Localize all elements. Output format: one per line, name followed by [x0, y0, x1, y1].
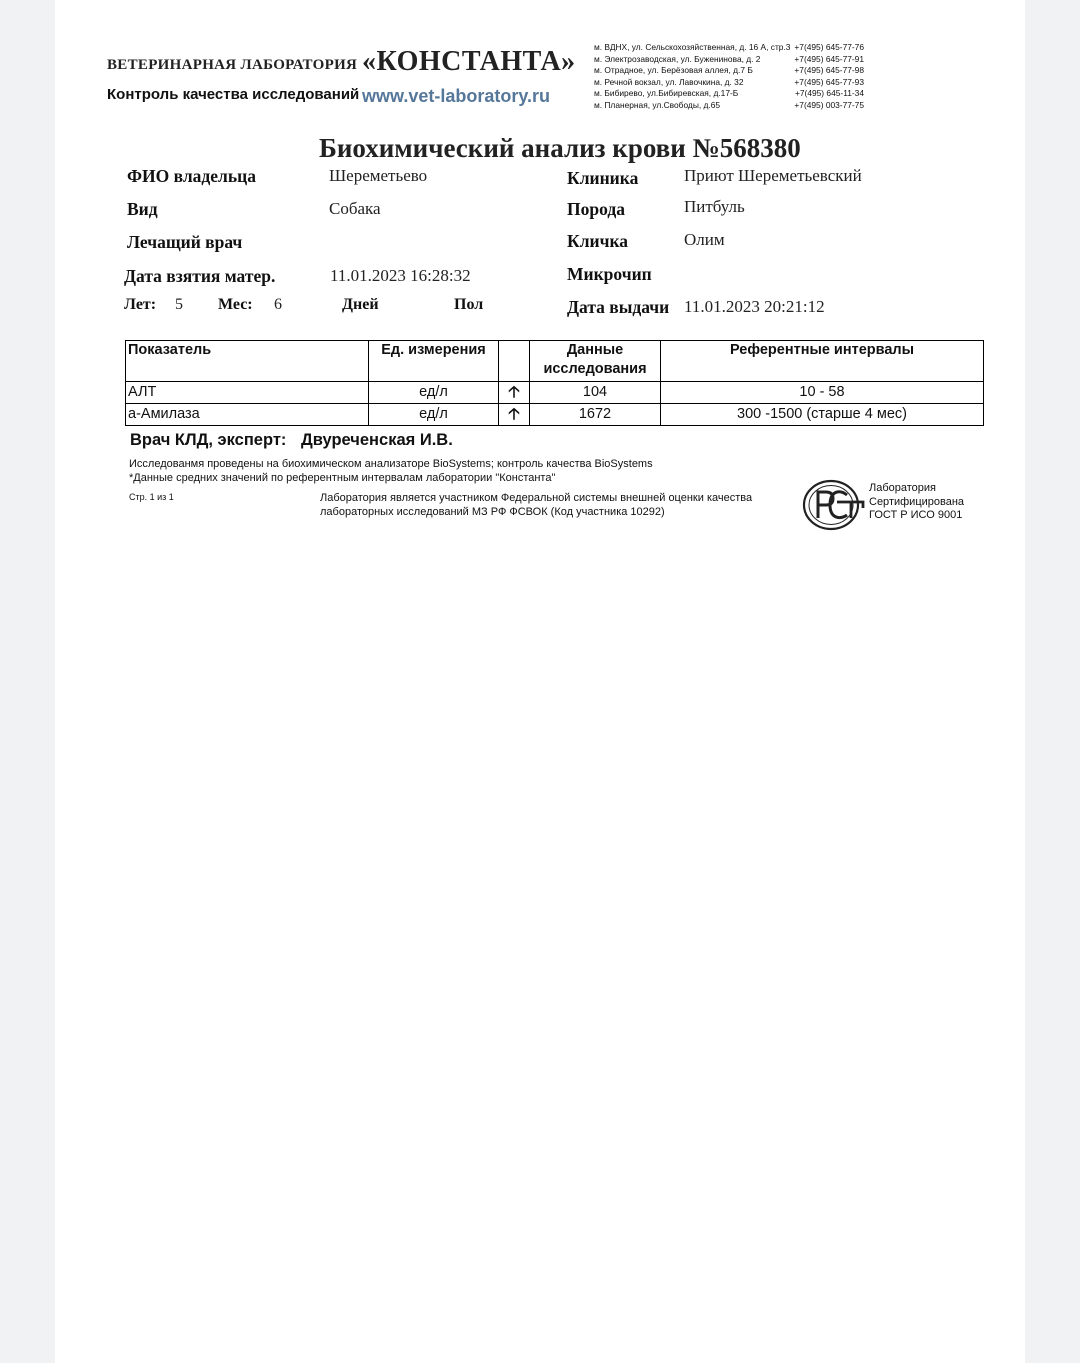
analyzer-note: Исследованмя проведены на биохимическом анализаторе BioSystems; контроль качества BioSystems [129, 458, 653, 470]
expert-label: Врач КЛД, эксперт: [130, 431, 287, 449]
branch-row [594, 65, 864, 77]
report-page [55, 0, 1025, 1363]
species-label: Вид [127, 199, 158, 219]
arrow-up-icon: 🡡 [499, 382, 530, 404]
column-header-flag [499, 341, 530, 382]
unit: ед/л [369, 404, 499, 426]
species-value: Собака [329, 199, 381, 218]
page-number: Стр. 1 из 1 [129, 492, 174, 502]
branch-phone: +7(495) 645-77-76 [794, 42, 864, 52]
column-header-unit: Ед. измерения [369, 341, 499, 382]
microchip-label: Микрочип [567, 264, 652, 284]
branch-phone: +7(495) 645-11-34 [795, 88, 864, 99]
branch-row [594, 42, 864, 54]
branch-row [594, 54, 864, 66]
clinic-value: Приют Шереметьевский [684, 166, 862, 185]
breed-label: Порода [567, 199, 625, 219]
sample-date-label: Дата взятия матер. [124, 266, 276, 286]
unit: ед/л [369, 382, 499, 404]
column-header-value: Данные исследования [530, 341, 661, 382]
branch-phone: +7(495) 003-77-75 [794, 99, 864, 110]
owner-label: ФИО владельца [127, 166, 256, 186]
years-label: Лет: [124, 296, 157, 313]
months-value: 6 [274, 296, 282, 313]
table-row [126, 382, 984, 404]
result-value: 104 [530, 382, 661, 404]
fsvok-note [320, 491, 752, 519]
results-table [125, 340, 984, 426]
branch-list [594, 42, 864, 112]
document-title: Биохимический анализ крови №568380 [319, 133, 801, 163]
owner-value: Шереметьево [329, 166, 428, 185]
days-label: Дней [342, 296, 379, 313]
branch-address: м. Отрадное, ул. Берёзовая аллея, д.7 Б [594, 65, 753, 76]
branch-address: м. Речной вокзал, ул. Лавочкина, д. 32 [594, 76, 744, 87]
lab-name: «КОНСТАНТА» [362, 46, 576, 77]
branch-phone: +7(495) 645-77-91 [794, 53, 864, 64]
months-label: Мес: [218, 296, 253, 313]
branch-row [594, 88, 864, 100]
pet-name-value: Олим [684, 230, 725, 249]
branch-address: м. Электрозаводская, ул. Буженинова, д. 2 [594, 53, 761, 64]
fsvok-line: Лаборатория является участником Федеральной системы внешней оценки качества [320, 492, 753, 504]
branch-address: м. Планерная, ул.Свободы, д.65 [594, 99, 721, 110]
fsvok-line: лабораторных исследований МЗ РФ ФСВОК (Код участника 10292) [320, 506, 665, 518]
sample-date-value: 11.01.2023 16:28:32 [330, 266, 471, 285]
sex-label: Пол [454, 296, 484, 313]
rst-certification-logo-icon [801, 478, 867, 532]
years-value: 5 [175, 296, 183, 313]
arrow-up-icon: 🡡 [499, 404, 530, 426]
certification-text [869, 482, 964, 523]
reference-note: *Данные средних значений по референтным интервалам лаборатории "Константа" [129, 472, 556, 484]
pet-name-label: Кличка [567, 231, 629, 251]
column-header-indicator: Показатель [126, 341, 369, 382]
branch-row [594, 77, 864, 89]
clinic-label: Клиника [567, 168, 639, 188]
column-header-reference: Референтные интервалы [661, 341, 984, 382]
lab-website-link[interactable]: www.vet-laboratory.ru [362, 86, 551, 106]
branch-phone: +7(495) 645-77-98 [794, 65, 864, 76]
breed-value: Питбуль [684, 197, 745, 216]
branch-phone: +7(495) 645-77-93 [794, 76, 864, 87]
lab-tagline: Контроль качества исследований [107, 86, 360, 103]
branch-address: м. Бибирево, ул.Бибиревская, д.17-Б [594, 88, 739, 99]
issue-date-label: Дата выдачи [567, 297, 670, 317]
reference-range: 300 -1500 (старше 4 мес) [661, 404, 984, 426]
indicator-name: а-Амилаза [126, 404, 369, 426]
table-row [126, 404, 984, 426]
indicator-name: АЛТ [126, 382, 369, 404]
lab-type: ВЕТЕРИНАРНАЯ ЛАБОРАТОРИЯ [107, 57, 358, 73]
reference-range: 10 - 58 [661, 382, 984, 404]
branch-address: м. ВДНХ, ул. Сельскохозяйственная, д. 16 А, стр.3 [594, 42, 791, 52]
branch-row [594, 100, 864, 112]
table-header-row [126, 341, 984, 382]
doctor-label: Лечащий врач [127, 232, 243, 252]
result-value: 1672 [530, 404, 661, 426]
certification-line: Сертифицирована [869, 495, 965, 508]
expert-signature-line [130, 431, 453, 450]
issue-date-value: 11.01.2023 20:21:12 [684, 297, 825, 316]
certification-line: Лаборатория [869, 482, 936, 494]
certification-line: ГОСТ Р ИСО 9001 [869, 509, 963, 521]
expert-name: Двуреченская И.В. [301, 431, 453, 449]
